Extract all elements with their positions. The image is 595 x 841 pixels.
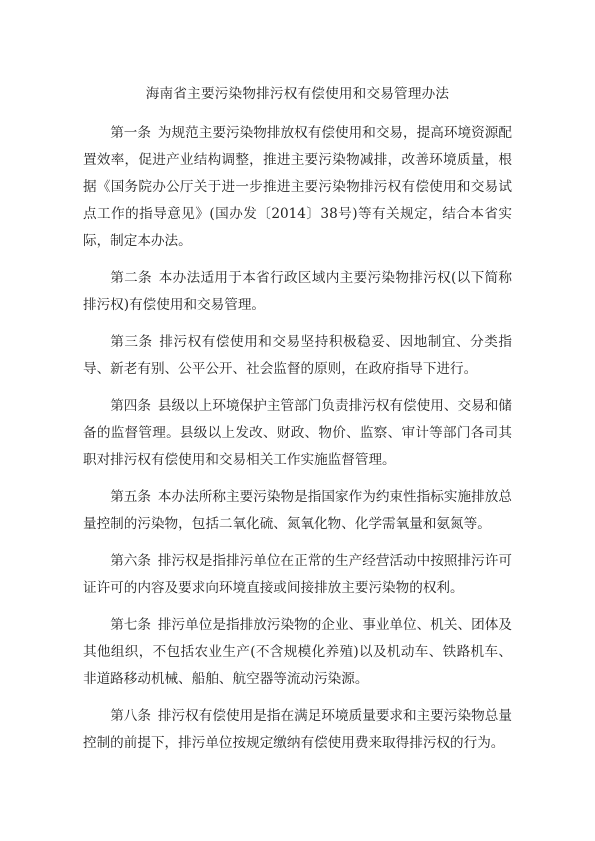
article-7-text: 排污单位是指排放污染物的企业、事业单位、机关、团体及其他组织，不包括农业生产(不含规模化养殖)以及机动车、铁路机车、非道路移动机械、船舶、航空器等流动污染源。 (83, 617, 513, 687)
article-3 (83, 329, 512, 383)
article-4-label: 第四条 (110, 398, 152, 414)
article-5 (83, 484, 512, 538)
article-5-label: 第五条 (110, 489, 152, 505)
article-4-text: 县级以上环境保护主管部门负责排污权有偿使用、交易和储备的监督管理。县级以上发改、财政、物价、监察、审计等部门各司其职对排污权有偿使用和交易相关工作实施监督管理。 (83, 398, 513, 468)
article-1-text: 为规范主要污染物排放权有偿使用和交易，提高环境资源配置效率，促进产业结构调整，推进主要污染物减排，改善环境质量，根据《国务院办公厅关于进一步推进主要污染物排污权有偿使用和交易试点工作的指导意见》(国办发〔2014〕38号)等有关规定，结合本省实际，制定本办法。 (83, 125, 513, 249)
article-8-text: 排污权有偿使用是指在满足环境质量要求和主要污染物总量控制的前提下，排污单位按规定缴纳有偿使用费来取得排污权的行为。 (83, 708, 513, 751)
article-6-label: 第六条 (110, 553, 152, 569)
document-title: 海南省主要污染物排污权有偿使用和交易管理办法 (145, 86, 450, 102)
article-8 (83, 703, 512, 757)
article-2-label: 第二条 (110, 270, 152, 286)
article-1 (83, 120, 512, 255)
article-2 (83, 265, 512, 319)
article-3-label: 第三条 (110, 334, 153, 350)
article-3-text: 排污权有偿使用和交易坚持积极稳妥、因地制宜、分类指导、新老有别、公平公开、社会监督的原则，在政府指导下进行。 (83, 334, 513, 377)
article-1-label: 第一条 (110, 125, 152, 141)
article-4 (83, 393, 512, 474)
article-6 (83, 548, 512, 602)
article-7-label: 第七条 (110, 617, 152, 633)
article-6-text: 排污权是指排污单位在正常的生产经营活动中按照排污许可证许可的内容及要求向环境直接或间接排放主要污染物的权利。 (83, 553, 513, 596)
article-7 (83, 612, 512, 693)
article-2-text: 本办法适用于本省行政区域内主要污染物排污权(以下简称排污权)有偿使用和交易管理。 (83, 270, 513, 313)
article-5-text: 本办法所称主要污染物是指国家作为约束性指标实施排放总量控制的污染物，包括二氧化硫、氮氧化物、化学需氧量和氨氮等。 (83, 489, 513, 532)
article-8-label: 第八条 (110, 708, 152, 724)
